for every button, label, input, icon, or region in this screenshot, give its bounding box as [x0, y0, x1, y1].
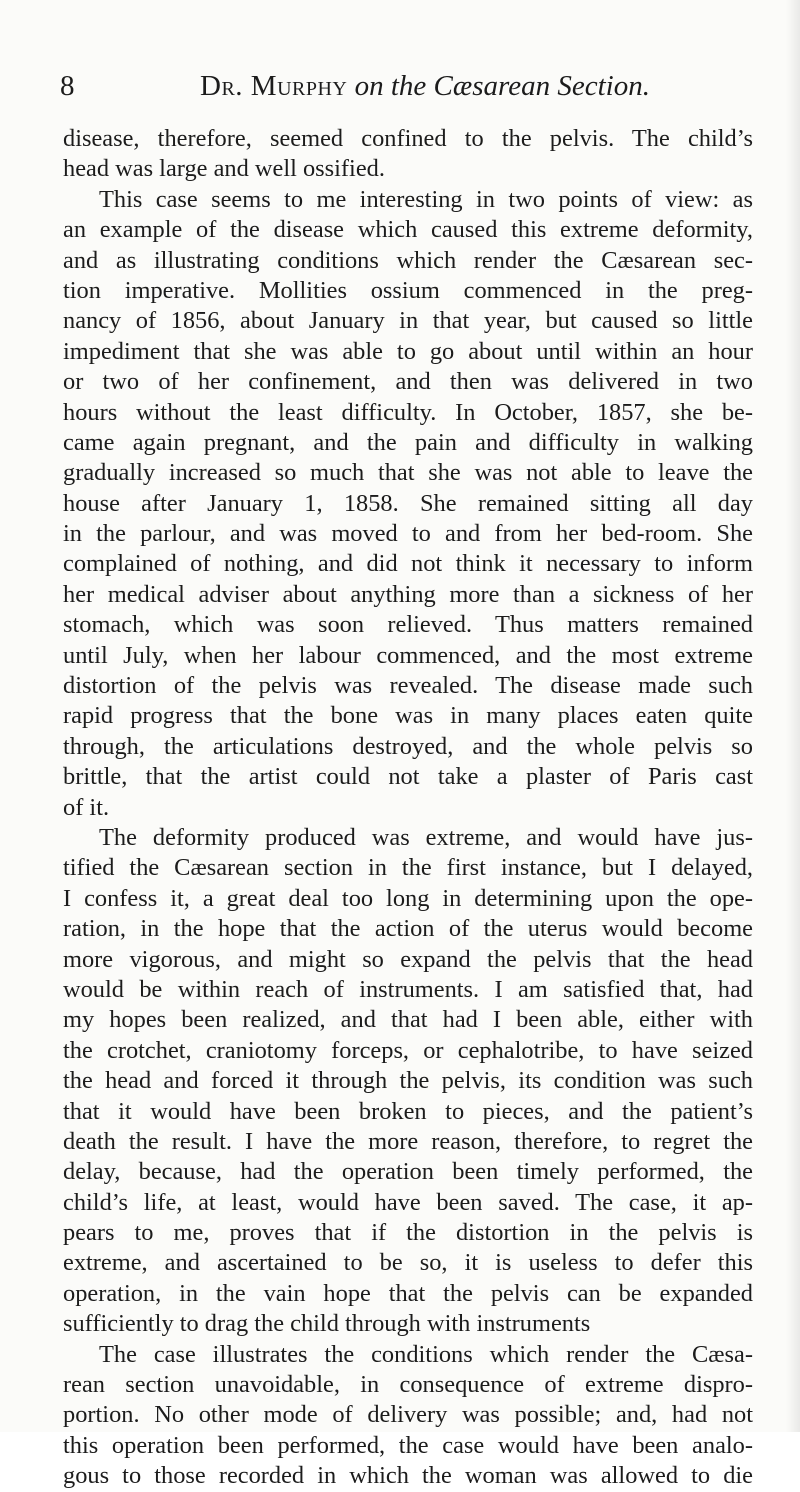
text-line: ration, in the hope that the action of the uterus would become [63, 915, 753, 943]
text-line: until July, when her labour commenced, and the most extreme [63, 641, 753, 669]
running-title-rest: on the Cæsarean Section. [354, 70, 650, 102]
text-line: impediment that she was able to go about until within an hour [63, 337, 753, 365]
text-line: her medical adviser about anything more than a sickness of her [63, 580, 753, 608]
text-line: sufficiently to drag the child through with instruments [63, 1310, 591, 1338]
body-text [63, 124, 753, 1492]
text-line: portion. No other mode of delivery was possible; and, had not [63, 1401, 753, 1429]
text-line: came again pregnant, and the pain and difficulty in walking [63, 428, 753, 456]
text-line: gous to those recorded in which the woman was allowed to die [63, 1462, 753, 1490]
text-line: pears to me, proves that if the distortion in the pelvis is [63, 1219, 753, 1247]
text-line: This case seems to me interesting in two points of view: as [99, 185, 753, 213]
text-line: The deformity produced was extreme, and would have jus- [99, 823, 753, 851]
text-line: an example of the disease which caused this extreme deformity, [63, 216, 753, 244]
running-title [200, 66, 650, 106]
page-edge-shadow [786, 0, 800, 1432]
text-line: in the parlour, and was moved to and from her bed-room. She [63, 520, 753, 548]
text-line: more vigorous, and might so expand the pelvis that the head [63, 945, 753, 973]
text-line: my hopes been realized, and that had I been able, either with [63, 1006, 753, 1034]
text-line: distortion of the pelvis was revealed. The disease made such [63, 672, 753, 700]
page-number: 8 [60, 70, 75, 102]
text-line: brittle, that the artist could not take a plaster of Paris cast [63, 763, 753, 791]
text-line: through, the articulations destroyed, and the whole pelvis so [63, 732, 753, 760]
text-line: rapid progress that the bone was in many places eaten quite [63, 702, 753, 730]
text-line: that it would have been broken to pieces, and the patient’s [63, 1097, 753, 1125]
text-line: head was large and well ossified. [63, 155, 385, 183]
text-line: would be within reach of instruments. I am satisfied that, had [63, 975, 753, 1003]
text-line: child’s life, at least, would have been saved. The case, it ap- [63, 1188, 753, 1216]
text-line: I confess it, a great deal too long in determining upon the ope- [63, 884, 753, 912]
text-line: delay, because, had the operation been timely performed, the [63, 1158, 753, 1186]
text-line: nancy of 1856, about January in that year, but caused so little [63, 307, 753, 335]
text-line: disease, therefore, seemed confined to the pelvis. The child’s [63, 125, 753, 152]
text-line: of it. [63, 793, 110, 821]
text-line: complained of nothing, and did not think it necessary to inform [63, 550, 753, 578]
text-line: stomach, which was soon relieved. Thus matters remained [63, 611, 753, 639]
text-line: this operation been performed, the case would have been analo- [63, 1431, 753, 1459]
text-line: the crotchet, craniotomy forceps, or cephalotribe, to have seized [63, 1036, 753, 1064]
text-line: death the result. I have the more reason, therefore, to regret the [63, 1127, 753, 1155]
running-head [60, 66, 750, 106]
running-title-author: Dr. Murphy [200, 70, 348, 102]
text-line: tion imperative. Mollities ossium commenced in the preg- [63, 276, 753, 304]
text-line: house after January 1, 1858. She remained sitting all day [63, 489, 753, 517]
text-line: tified the Cæsarean section in the first instance, but I delayed, [63, 854, 753, 882]
text-line: and as illustrating conditions which render the Cæsarean sec- [63, 246, 753, 274]
text-line: hours without the least difficulty. In October, 1857, she be- [63, 398, 753, 426]
text-line: The case illustrates the conditions which render the Cæsa- [99, 1340, 753, 1368]
text-line: operation, in the vain hope that the pelvis can be expanded [63, 1279, 753, 1307]
text-line: gradually increased so much that she was not able to leave the [63, 459, 753, 487]
text-line: rean section unavoidable, in consequence of extreme dispro- [63, 1371, 753, 1399]
text-line: or two of her confinement, and then was delivered in two [63, 368, 753, 396]
text-line: extreme, and ascertained to be so, it is useless to defer this [63, 1249, 753, 1277]
text-line: the head and forced it through the pelvis, its condition was such [63, 1067, 753, 1095]
